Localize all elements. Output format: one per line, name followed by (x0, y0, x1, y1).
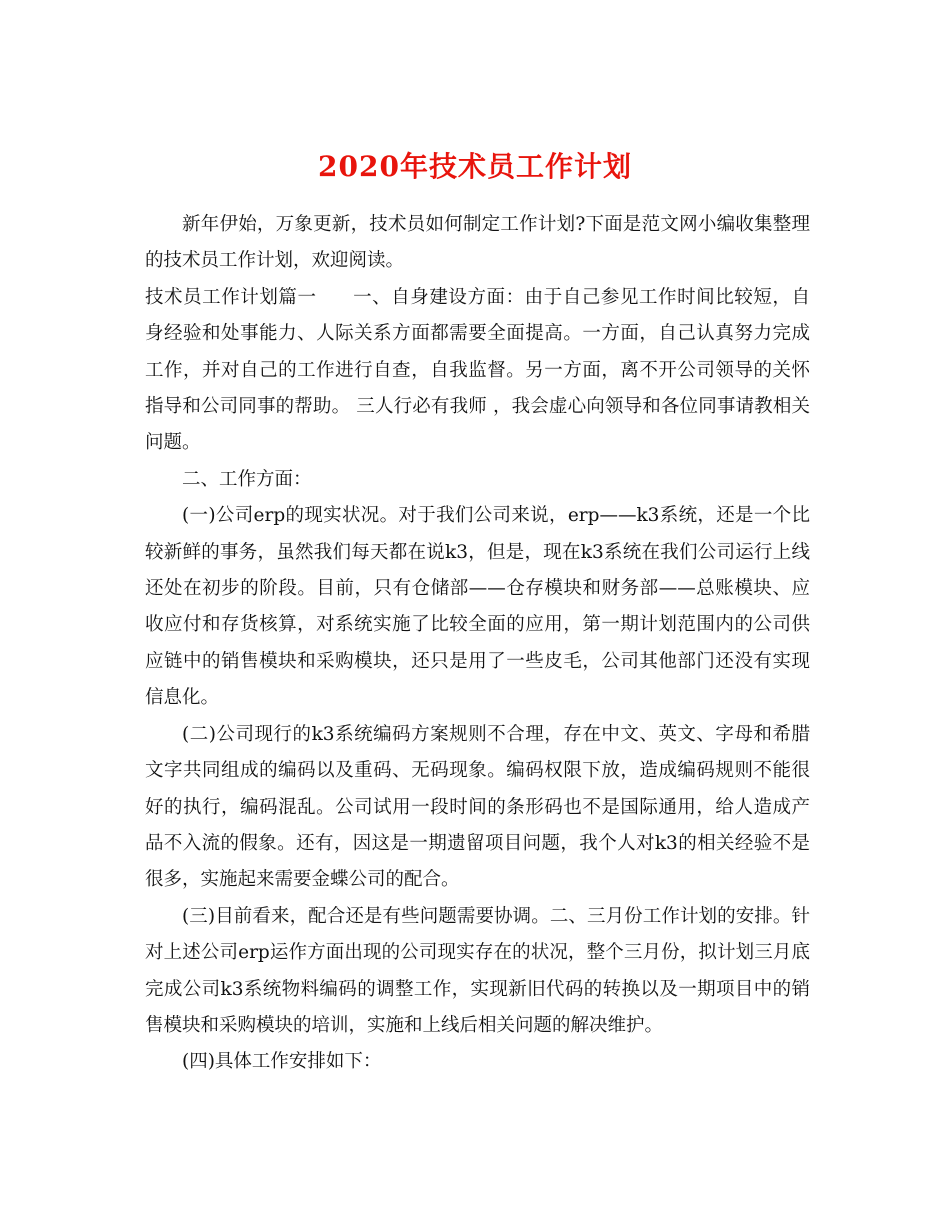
paragraph-item-1: (一)公司erp的现实状况。对于我们公司来说，erp——k3系统，还是一个比较新鲜的事务，虽然我们每天都在说k3，但是，现在k3系统在我们公司运行上线还处在初步的阶段。目前，只有仓储部——仓存模块和财务部——总账模块、应收应付和存货核算，对系统实施了比较全面的应用，第一期计划范围内的公司供应链中的销售模块和采购模块，还只是用了一些皮毛，公司其他部门还没有实现信息化。 (145, 505, 810, 709)
section-label: 技术员工作计划篇一 (145, 286, 317, 308)
section-first-item: 一、自身建设方面：由于自己参见工作时间比较短，自身经验和处事能力、人际关系方面都需要全面提高。一方面，自己认真努力完成工作，并对自己的工作进行自查，自我监督。另一方面，离不开公司领导的关怀指导和公司同事的帮助。 三人行必有我师 ，我会虚心向领导和各位同事请教相关问题。 (145, 286, 810, 454)
document-body (145, 207, 810, 1081)
paragraph-item-3: (三)目前看来，配合还是有些问题需要协调。二、三月份工作计划的安排。针对上述公司erp运作方面出现的公司现实存在的状况，整个三月份，拟计划三月底完成公司k3系统物料编码的调整工作，实现新旧代码的转换以及一期项目中的销售模块和采购模块的培训，实施和上线后相关问题的解决维护。 (145, 905, 810, 1036)
document-title: 2020年技术员工作计划 (318, 149, 632, 183)
paragraph-item-4: (四)具体工作安排如下： (182, 1051, 382, 1073)
plan-section-paragraph (145, 280, 810, 462)
work-aspect-heading: 二、工作方面： (182, 468, 312, 490)
intro-paragraph: 新年伊始，万象更新，技术员如何制定工作计划?下面是范文网小编收集整理的技术员工作计划，欢迎阅读。 (145, 214, 810, 272)
paragraph-item-2: (二)公司现行的k3系统编码方案规则不合理，存在中文、英文、字母和希腊文字共同组成的编码以及重码、无码现象。编码权限下放，造成编码规则不能很好的执行，编码混乱。公司试用一段时间的条形码也不是国际通用，给人造成产品不入流的假象。还有，因这是一期遗留项目问题，我个人对k3的相关经验不是很多，实施起来需要金蝶公司的配合。 (145, 723, 810, 891)
